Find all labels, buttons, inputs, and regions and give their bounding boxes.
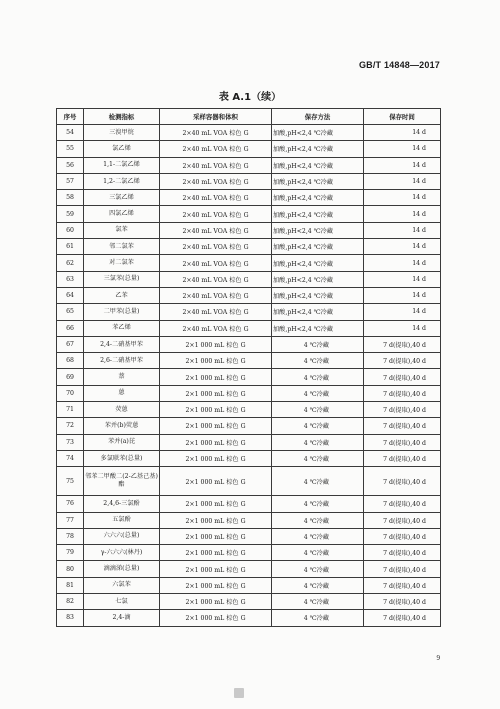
page-number: 9 [436, 654, 440, 662]
table-row [57, 287, 441, 303]
preservation-method: 加酸,pH<2,4 ℃冷藏 [272, 271, 364, 287]
table-row [57, 125, 441, 141]
preservation-method: 4 ℃冷藏 [272, 594, 364, 610]
storage-time: 14 d [364, 255, 441, 271]
container-volume: 2×40 mL VOA 棕色 G [160, 271, 272, 287]
column-header: 保存方法 [272, 109, 364, 125]
preservation-method: 加酸,pH<2,4 ℃冷藏 [272, 304, 364, 320]
row-number: 58 [57, 190, 84, 206]
storage-time: 14 d [364, 222, 441, 238]
row-number: 75 [57, 467, 84, 496]
column-header: 保存时间 [364, 109, 441, 125]
table-row [57, 271, 441, 287]
indicator-name: 萘 [84, 369, 160, 385]
preservation-method: 4 ℃冷藏 [272, 418, 364, 434]
indicator-name: 氯乙烯 [84, 141, 160, 157]
preservation-method: 4 ℃冷藏 [272, 496, 364, 512]
preservation-table [56, 108, 441, 627]
storage-time: 7 d(提取),40 d [364, 594, 441, 610]
storage-time: 7 d(提取),40 d [364, 561, 441, 577]
table-row [57, 173, 441, 189]
row-number: 59 [57, 206, 84, 222]
indicator-name: 二甲苯(总量) [84, 304, 160, 320]
table-row [57, 320, 441, 336]
row-number: 54 [57, 125, 84, 141]
row-number: 61 [57, 239, 84, 255]
container-volume: 2×40 mL VOA 棕色 G [160, 190, 272, 206]
table-row [57, 512, 441, 528]
storage-time: 7 d(提取),40 d [364, 434, 441, 450]
table-row [57, 385, 441, 401]
preservation-method: 加酸,pH<2,4 ℃冷藏 [272, 157, 364, 173]
preservation-method: 4 ℃冷藏 [272, 561, 364, 577]
container-volume: 2×1 000 mL 棕色 G [160, 496, 272, 512]
storage-time: 14 d [364, 206, 441, 222]
table-row [57, 239, 441, 255]
table-row [57, 255, 441, 271]
storage-time: 7 d(提取),40 d [364, 402, 441, 418]
row-number: 56 [57, 157, 84, 173]
container-volume: 2×1 000 mL 棕色 G [160, 418, 272, 434]
storage-time: 7 d(提取),40 d [364, 418, 441, 434]
storage-time: 7 d(提取),40 d [364, 496, 441, 512]
indicator-name: 三溴甲烷 [84, 125, 160, 141]
container-volume: 2×40 mL VOA 棕色 G [160, 239, 272, 255]
row-number: 66 [57, 320, 84, 336]
container-volume: 2×1 000 mL 棕色 G [160, 561, 272, 577]
container-volume: 2×1 000 mL 棕色 G [160, 353, 272, 369]
table-body [57, 125, 441, 627]
row-number: 69 [57, 369, 84, 385]
table-row [57, 434, 441, 450]
indicator-name: 2,4,6-三氯酚 [84, 496, 160, 512]
storage-time: 7 d(提取),40 d [364, 528, 441, 544]
container-volume: 2×1 000 mL 棕色 G [160, 385, 272, 401]
table-row [57, 610, 441, 626]
indicator-name: 五氯酚 [84, 512, 160, 528]
indicator-name: 1,2-二氯乙烯 [84, 173, 160, 189]
container-volume: 2×1 000 mL 棕色 G [160, 545, 272, 561]
indicator-name: 荧蒽 [84, 402, 160, 418]
table-row [57, 528, 441, 544]
table-row [57, 577, 441, 593]
corner-mark-icon [234, 688, 244, 698]
table-row [57, 561, 441, 577]
row-number: 55 [57, 141, 84, 157]
storage-time: 7 d(提取),40 d [364, 369, 441, 385]
indicator-name: 2,6-二硝基甲苯 [84, 353, 160, 369]
table-row [57, 141, 441, 157]
preservation-method: 4 ℃冷藏 [272, 528, 364, 544]
storage-time: 7 d(提取),40 d [364, 545, 441, 561]
row-number: 70 [57, 385, 84, 401]
preservation-method: 4 ℃冷藏 [272, 336, 364, 352]
indicator-name: 三氯乙烯 [84, 190, 160, 206]
container-volume: 2×40 mL VOA 棕色 G [160, 287, 272, 303]
indicator-name: 多氯联苯(总量) [84, 450, 160, 466]
indicator-name: 六氯苯 [84, 577, 160, 593]
preservation-method: 加酸,pH<2,4 ℃冷藏 [272, 287, 364, 303]
row-number: 82 [57, 594, 84, 610]
container-volume: 2×40 mL VOA 棕色 G [160, 141, 272, 157]
container-volume: 2×40 mL VOA 棕色 G [160, 173, 272, 189]
preservation-method: 4 ℃冷藏 [272, 385, 364, 401]
table-row [57, 594, 441, 610]
indicator-name: 1,1-二氯乙烯 [84, 157, 160, 173]
table-row [57, 336, 441, 352]
indicator-name: 邻苯二甲酸二(2-乙基己基)酯 [84, 467, 160, 496]
preservation-method: 4 ℃冷藏 [272, 512, 364, 528]
storage-time: 7 d(提取),40 d [364, 336, 441, 352]
preservation-method: 加酸,pH<2,4 ℃冷藏 [272, 190, 364, 206]
row-number: 81 [57, 577, 84, 593]
column-header: 采样容器和体积 [160, 109, 272, 125]
container-volume: 2×1 000 mL 棕色 G [160, 467, 272, 496]
storage-time: 14 d [364, 157, 441, 173]
preservation-method: 加酸,pH<2,4 ℃冷藏 [272, 255, 364, 271]
row-number: 74 [57, 450, 84, 466]
table-row [57, 545, 441, 561]
row-number: 65 [57, 304, 84, 320]
preservation-method: 加酸,pH<2,4 ℃冷藏 [272, 320, 364, 336]
container-volume: 2×1 000 mL 棕色 G [160, 450, 272, 466]
row-number: 71 [57, 402, 84, 418]
preservation-method: 加酸,pH<2,4 ℃冷藏 [272, 125, 364, 141]
container-volume: 2×1 000 mL 棕色 G [160, 594, 272, 610]
storage-time: 7 d(提取),40 d [364, 577, 441, 593]
storage-time: 7 d(提取),40 d [364, 450, 441, 466]
preservation-method: 加酸,pH<2,4 ℃冷藏 [272, 222, 364, 238]
container-volume: 2×40 mL VOA 棕色 G [160, 222, 272, 238]
row-number: 73 [57, 434, 84, 450]
storage-time: 7 d(提取),40 d [364, 353, 441, 369]
storage-time: 7 d(提取),40 d [364, 610, 441, 626]
container-volume: 2×1 000 mL 棕色 G [160, 336, 272, 352]
storage-time: 14 d [364, 173, 441, 189]
container-volume: 2×40 mL VOA 棕色 G [160, 157, 272, 173]
row-number: 63 [57, 271, 84, 287]
row-number: 83 [57, 610, 84, 626]
preservation-method: 4 ℃冷藏 [272, 545, 364, 561]
container-volume: 2×40 mL VOA 棕色 G [160, 206, 272, 222]
storage-time: 7 d(提取),40 d [364, 385, 441, 401]
indicator-name: 蒽 [84, 385, 160, 401]
preservation-method: 4 ℃冷藏 [272, 369, 364, 385]
table-row [57, 190, 441, 206]
indicator-name: 苯并(b)荧蒽 [84, 418, 160, 434]
row-number: 77 [57, 512, 84, 528]
preservation-method: 4 ℃冷藏 [272, 450, 364, 466]
indicator-name: 邻二氯苯 [84, 239, 160, 255]
storage-time: 7 d(提取),40 d [364, 512, 441, 528]
container-volume: 2×40 mL VOA 棕色 G [160, 304, 272, 320]
table-row [57, 304, 441, 320]
row-number: 60 [57, 222, 84, 238]
row-number: 57 [57, 173, 84, 189]
preservation-method: 加酸,pH<2,4 ℃冷藏 [272, 206, 364, 222]
indicator-name: 滴滴涕(总量) [84, 561, 160, 577]
preservation-method: 4 ℃冷藏 [272, 610, 364, 626]
storage-time: 14 d [364, 125, 441, 141]
table-row [57, 467, 441, 496]
column-header: 序号 [57, 109, 84, 125]
indicator-name: 七氯 [84, 594, 160, 610]
row-number: 72 [57, 418, 84, 434]
indicator-name: 对二氯苯 [84, 255, 160, 271]
preservation-method: 4 ℃冷藏 [272, 467, 364, 496]
standard-code: GB/T 14848—2017 [358, 60, 440, 70]
table-row [57, 496, 441, 512]
indicator-name: 三氯苯(总量) [84, 271, 160, 287]
preservation-method: 4 ℃冷藏 [272, 434, 364, 450]
indicator-name: 苯乙烯 [84, 320, 160, 336]
row-number: 68 [57, 353, 84, 369]
preservation-method: 加酸,pH<2,4 ℃冷藏 [272, 173, 364, 189]
storage-time: 14 d [364, 287, 441, 303]
table-row [57, 157, 441, 173]
preservation-method: 4 ℃冷藏 [272, 353, 364, 369]
row-number: 78 [57, 528, 84, 544]
indicator-name: 四氯乙烯 [84, 206, 160, 222]
storage-time: 14 d [364, 190, 441, 206]
container-volume: 2×1 000 mL 棕色 G [160, 402, 272, 418]
storage-time: 14 d [364, 304, 441, 320]
indicator-name: 2,4-滴 [84, 610, 160, 626]
row-number: 80 [57, 561, 84, 577]
indicator-name: 苯并(a)芘 [84, 434, 160, 450]
indicator-name: 2,4-二硝基甲苯 [84, 336, 160, 352]
table-row [57, 222, 441, 238]
table-row [57, 353, 441, 369]
storage-time: 14 d [364, 320, 441, 336]
preservation-method: 加酸,pH<2,4 ℃冷藏 [272, 239, 364, 255]
row-number: 64 [57, 287, 84, 303]
container-volume: 2×1 000 mL 棕色 G [160, 434, 272, 450]
table-row [57, 206, 441, 222]
container-volume: 2×40 mL VOA 棕色 G [160, 125, 272, 141]
preservation-method: 加酸,pH<2,4 ℃冷藏 [272, 141, 364, 157]
preservation-method: 4 ℃冷藏 [272, 402, 364, 418]
table-row [57, 418, 441, 434]
table-header-row [57, 109, 441, 125]
indicator-name: γ-六六六(林丹) [84, 545, 160, 561]
container-volume: 2×1 000 mL 棕色 G [160, 610, 272, 626]
container-volume: 2×1 000 mL 棕色 G [160, 528, 272, 544]
table-row [57, 450, 441, 466]
container-volume: 2×40 mL VOA 棕色 G [160, 255, 272, 271]
container-volume: 2×1 000 mL 棕色 G [160, 577, 272, 593]
indicator-name: 六六六(总量) [84, 528, 160, 544]
container-volume: 2×1 000 mL 棕色 G [160, 369, 272, 385]
column-header: 检测指标 [84, 109, 160, 125]
table-row [57, 402, 441, 418]
table-row [57, 369, 441, 385]
row-number: 62 [57, 255, 84, 271]
storage-time: 14 d [364, 239, 441, 255]
storage-time: 7 d(提取),40 d [364, 467, 441, 496]
indicator-name: 氯苯 [84, 222, 160, 238]
storage-time: 14 d [364, 141, 441, 157]
indicator-name: 乙苯 [84, 287, 160, 303]
table-title: 表 A.1（续） [218, 92, 282, 103]
row-number: 67 [57, 336, 84, 352]
row-number: 76 [57, 496, 84, 512]
preservation-method: 4 ℃冷藏 [272, 577, 364, 593]
row-number: 79 [57, 545, 84, 561]
container-volume: 2×40 mL VOA 棕色 G [160, 320, 272, 336]
container-volume: 2×1 000 mL 棕色 G [160, 512, 272, 528]
storage-time: 14 d [364, 271, 441, 287]
